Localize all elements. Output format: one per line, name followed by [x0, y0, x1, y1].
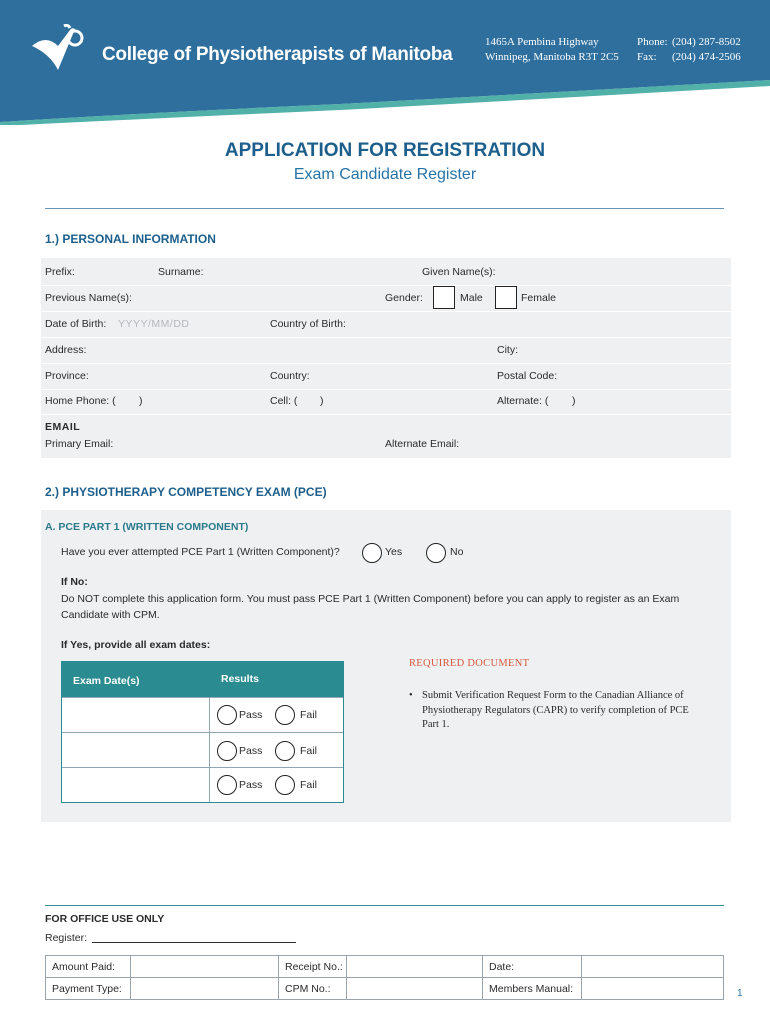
exam-result-cell	[210, 698, 343, 732]
surname-field[interactable]	[210, 264, 415, 280]
gender-male-checkbox[interactable]	[433, 286, 455, 309]
city-field[interactable]	[522, 342, 727, 358]
fail-label: Fail	[300, 745, 317, 757]
row-divider	[41, 311, 731, 312]
address-line-1: 1465A Pembina Highway	[485, 36, 599, 48]
pass-label: Pass	[239, 745, 263, 757]
primary-email-field[interactable]	[125, 436, 375, 452]
no-label: No	[450, 546, 464, 558]
title-divider	[45, 208, 724, 209]
pce-attempt-question: Have you ever attempted PCE Part 1 (Written Component)?	[61, 546, 340, 558]
exam-dates-table	[61, 661, 344, 803]
results-column-header: Results	[221, 673, 259, 685]
amount-paid-field[interactable]	[131, 956, 279, 978]
members-manual-field[interactable]	[582, 978, 724, 1000]
cell-field[interactable]	[330, 393, 490, 409]
gender-label: Gender:	[385, 292, 423, 304]
previous-names-field[interactable]	[140, 290, 380, 306]
country-of-birth-field[interactable]	[356, 316, 726, 332]
cpm-no-field[interactable]	[347, 978, 483, 1000]
amount-paid-label: Amount Paid:	[46, 956, 131, 978]
male-label: Male	[460, 292, 483, 304]
fail-radio[interactable]	[275, 775, 295, 795]
alternate-phone-field[interactable]	[582, 393, 727, 409]
pass-radio[interactable]	[217, 741, 237, 761]
required-document-item: • Submit Verification Request Form to the Canadian Alliance of Physiotherapy Regulators (CAPR) to verify completion of PCE Part 1.	[409, 689, 699, 733]
dob-field[interactable]: YYYY/MM/DD	[118, 318, 190, 330]
personal-info-heading: 1.) PERSONAL INFORMATION	[45, 232, 216, 246]
row-divider	[41, 414, 731, 415]
pass-radio[interactable]	[217, 705, 237, 725]
address-field[interactable]	[92, 342, 487, 358]
date-label: Date:	[483, 956, 582, 978]
office-use-table	[45, 955, 724, 1000]
city-label: City:	[497, 344, 518, 356]
exam-dates-column-header: Exam Date(s)	[73, 675, 140, 687]
pce-no-radio[interactable]	[426, 543, 446, 563]
pce-part1-heading: A. PCE PART 1 (WRITTEN COMPONENT)	[45, 521, 249, 533]
personal-info-panel	[41, 258, 731, 458]
country-field[interactable]	[316, 368, 491, 384]
cell-paren: )	[320, 395, 324, 407]
previous-names-label: Previous Name(s):	[45, 292, 132, 304]
given-names-field[interactable]	[503, 264, 728, 280]
postal-code-field[interactable]	[562, 368, 727, 384]
exam-date-field[interactable]	[62, 733, 210, 767]
primary-email-label: Primary Email:	[45, 438, 114, 450]
exam-row	[62, 767, 343, 802]
college-logo-icon	[28, 24, 88, 80]
exam-date-field[interactable]	[62, 768, 210, 802]
exam-table-header	[62, 662, 343, 697]
page-number: 1	[737, 988, 743, 999]
pce-yes-radio[interactable]	[362, 543, 382, 563]
receipt-no-field[interactable]	[347, 956, 483, 978]
cell-label: Cell: (	[270, 395, 298, 407]
page-title: APPLICATION FOR REGISTRATION	[224, 140, 546, 161]
address-label: Address:	[45, 344, 87, 356]
prefix-field[interactable]	[82, 264, 152, 280]
surname-label: Surname:	[158, 266, 204, 278]
prefix-label: Prefix:	[45, 266, 75, 278]
pce-heading: 2.) PHYSIOTHERAPY COMPETENCY EXAM (PCE)	[45, 485, 327, 499]
given-names-label: Given Name(s):	[422, 266, 496, 278]
fail-label: Fail	[300, 709, 317, 721]
office-divider	[45, 905, 724, 906]
fail-label: Fail	[300, 779, 317, 791]
members-manual-label: Members Manual:	[483, 978, 582, 1000]
row-divider	[41, 389, 731, 390]
province-label: Province:	[45, 370, 89, 382]
alternate-phone-paren: )	[572, 395, 576, 407]
fail-radio[interactable]	[275, 741, 295, 761]
gender-female-checkbox[interactable]	[495, 286, 517, 309]
pass-label: Pass	[239, 779, 263, 791]
home-phone-paren: )	[139, 395, 143, 407]
row-divider	[41, 285, 731, 286]
fax-label: Fax:	[637, 51, 657, 63]
country-label: Country:	[270, 370, 310, 382]
office-use-heading: FOR OFFICE USE ONLY	[45, 913, 165, 925]
female-label: Female	[521, 292, 557, 304]
address-line-2: Winnipeg, Manitoba R3T 2C5	[485, 51, 619, 63]
yes-label: Yes	[385, 546, 403, 558]
home-phone-label: Home Phone: (	[45, 395, 116, 407]
required-document-heading: REQUIRED DOCUMENT	[409, 658, 530, 669]
payment-type-field[interactable]	[131, 978, 279, 1000]
exam-result-cell	[210, 768, 343, 802]
receipt-no-label: Receipt No.:	[279, 956, 347, 978]
row-divider	[41, 337, 731, 338]
dob-label: Date of Birth:	[45, 318, 107, 330]
country-of-birth-label: Country of Birth:	[270, 318, 346, 330]
postal-code-label: Postal Code:	[497, 370, 558, 382]
payment-type-label: Payment Type:	[46, 978, 131, 1000]
row-divider	[41, 363, 731, 364]
exam-row	[62, 732, 343, 767]
home-phone-field[interactable]	[150, 393, 260, 409]
exam-result-cell	[210, 733, 343, 767]
email-heading: EMAIL	[45, 421, 81, 433]
exam-row	[62, 697, 343, 732]
page-subtitle: Exam Candidate Register	[293, 166, 477, 183]
phone-value: (204) 287-8502	[672, 36, 741, 48]
register-label: Register:	[45, 932, 88, 944]
province-field[interactable]	[96, 368, 261, 384]
fax-value: (204) 474-2506	[672, 51, 741, 63]
page-header	[0, 0, 770, 125]
alternate-email-field[interactable]	[470, 436, 727, 452]
alternate-phone-label: Alternate: (	[497, 395, 549, 407]
exam-date-field[interactable]	[62, 698, 210, 732]
if-no-label: If No:	[61, 576, 88, 588]
fail-radio[interactable]	[275, 705, 295, 725]
org-name: College of Physiotherapists of Manitoba	[102, 44, 453, 65]
alternate-email-label: Alternate Email:	[385, 438, 460, 450]
if-no-instructions: Do NOT complete this application form. You must pass PCE Part 1 (Written Component) before you can apply to register as an Exam Candidate with CPM.	[61, 593, 680, 621]
pass-label: Pass	[239, 709, 263, 721]
cpm-no-label: CPM No.:	[279, 978, 347, 1000]
phone-label: Phone:	[637, 36, 668, 48]
register-line[interactable]	[92, 942, 296, 943]
if-yes-label: If Yes, provide all exam dates:	[61, 639, 211, 651]
pass-radio[interactable]	[217, 775, 237, 795]
date-field[interactable]	[582, 956, 724, 978]
